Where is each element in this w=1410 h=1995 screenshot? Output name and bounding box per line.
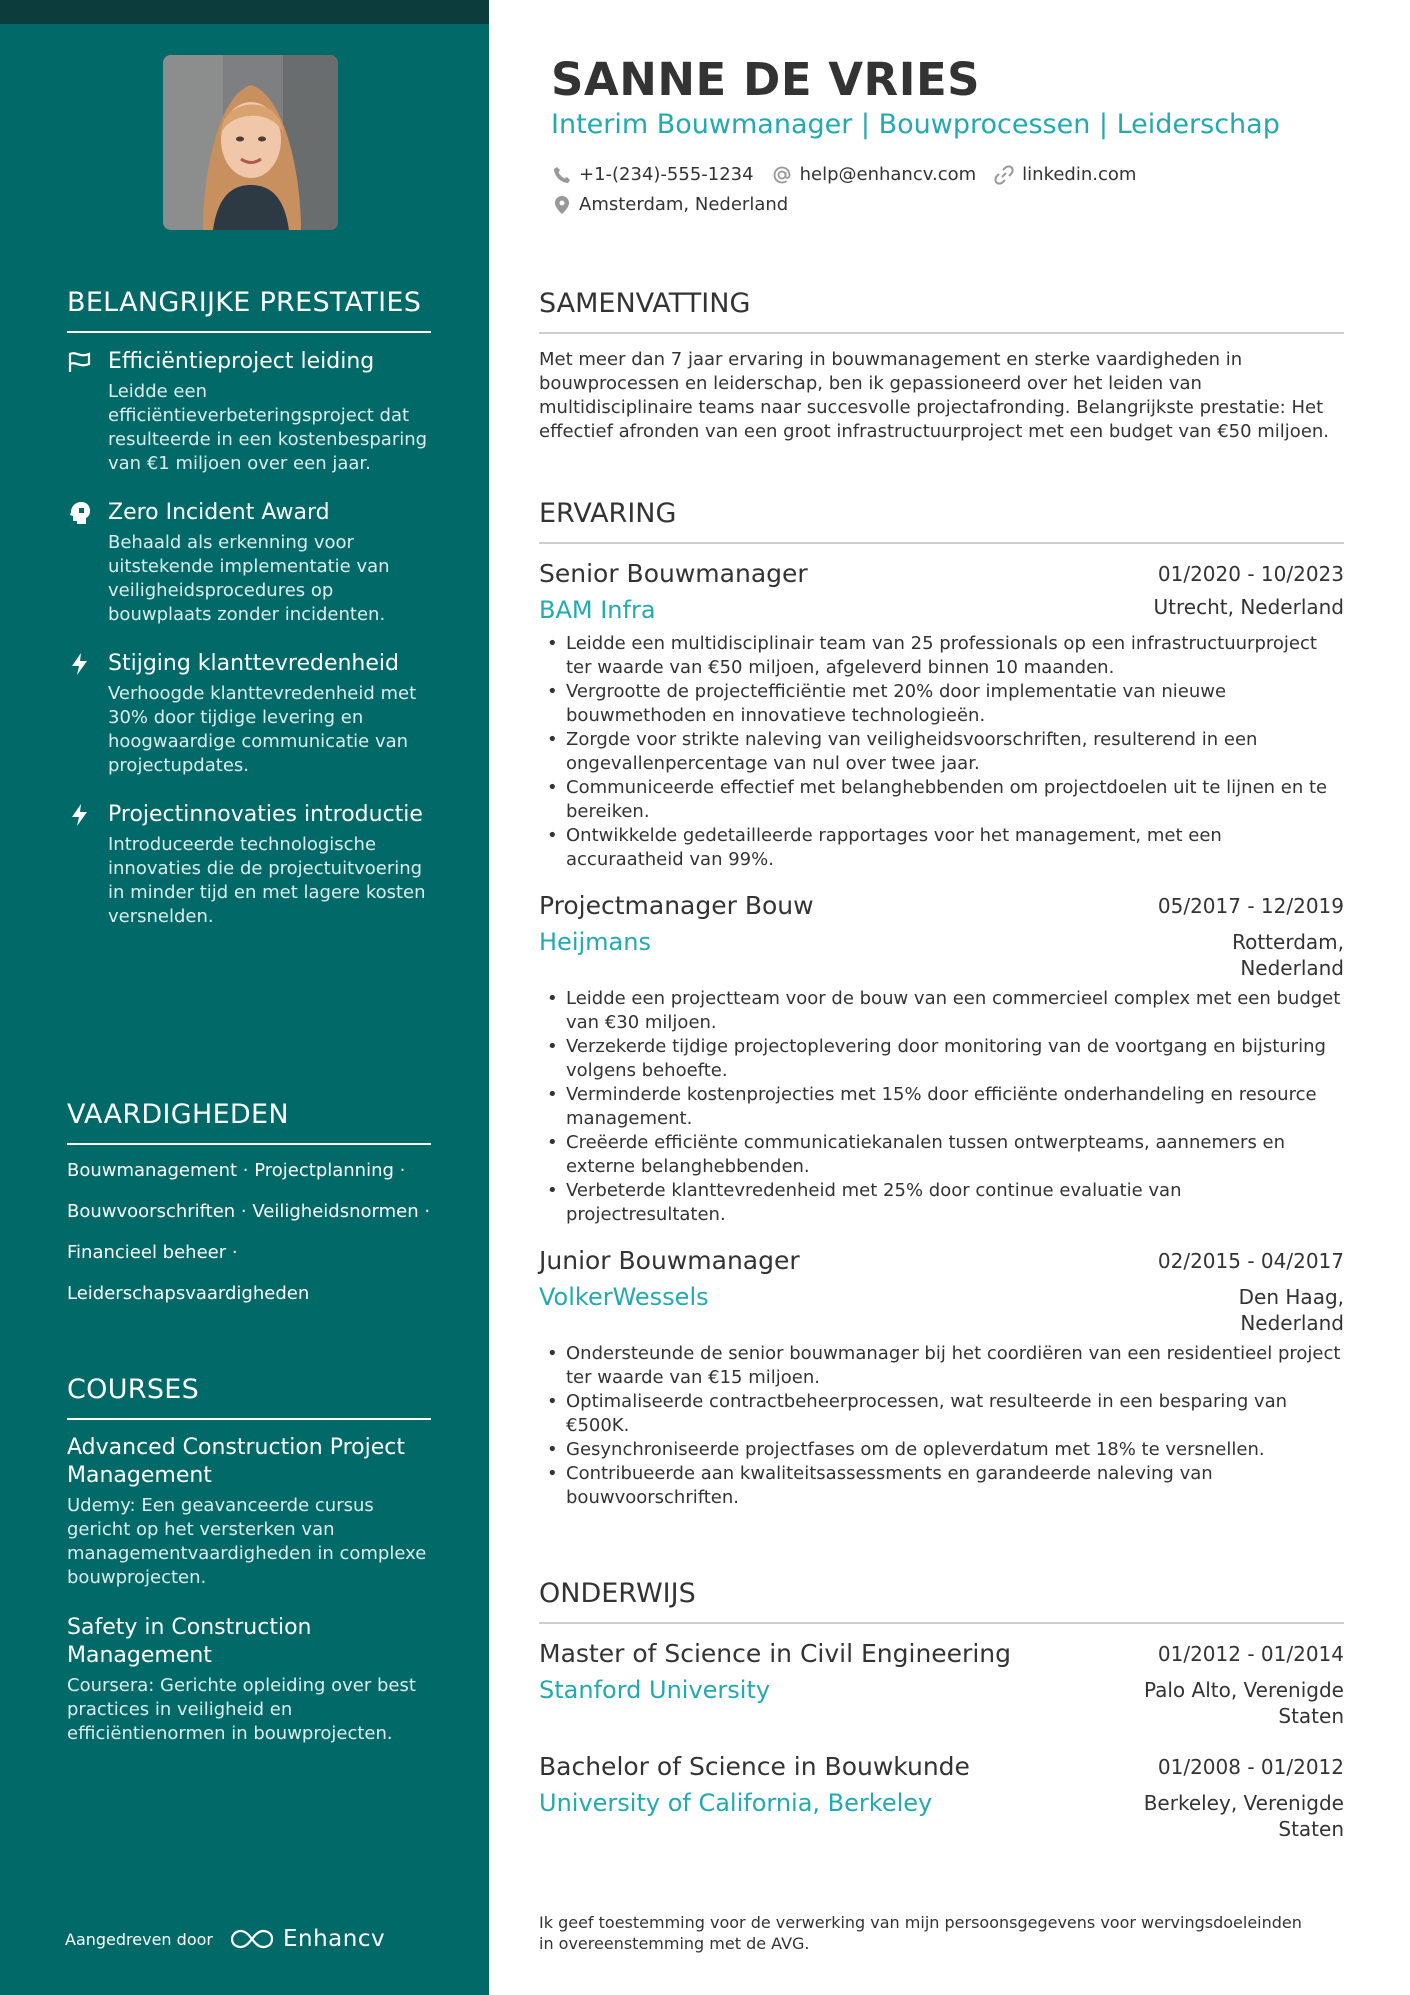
achievement-title: Projectinnovaties introductie <box>108 802 423 827</box>
job-bullet: • Gesynchroniseerde projectfases om de opleverdatum met 18% te versnellen. <box>539 1438 1344 1462</box>
contact-location <box>553 191 788 219</box>
course-item <box>67 1614 431 1746</box>
job-entry <box>539 558 1344 872</box>
job-bullet: • Ondersteunde de senior bouwmanager bij het coordiëren van een residentieel project ter waarde van €15 miljoen. <box>539 1342 1344 1390</box>
education-entry <box>539 1638 1344 1729</box>
achievements-title: BELANGRIJKE PRESTATIES <box>67 287 422 318</box>
contact-phone <box>553 161 754 189</box>
job-title: Junior Bouwmanager <box>539 1246 800 1275</box>
location-pin-icon <box>553 195 571 215</box>
achievement-description: Verhoogde klanttevredenheid met 30% door tijdige levering en hoogwaardige communicatie van projectupdates. <box>108 683 417 776</box>
job-date: 02/2015 - 04/2017 <box>1157 1249 1344 1273</box>
head-icon <box>67 501 93 525</box>
skills-line: Leiderschapsvaardigheden <box>67 1283 310 1304</box>
education-school: Stanford University <box>539 1676 771 1704</box>
bolt-icon <box>67 803 93 827</box>
job-bullet: • Zorgde voor strikte naleving van veiligheidsvoorschriften, resulterend in een ongevallenpercentage van nul over twee jaar. <box>539 728 1344 776</box>
job-date: 01/2020 - 10/2023 <box>1157 562 1344 586</box>
job-bullet: • Leidde een multidisciplinair team van 25 professionals op een infrastructuurproject ter waarde van €50 miljoen, afgeleverd binnen 10 maanden. <box>539 632 1344 680</box>
job-bullet: • Vergrootte de projectefficiëntie met 20% door implementatie van nieuwe bouwmethoden en innovatieve technologieën. <box>539 680 1344 728</box>
education-divider <box>539 1622 1344 1624</box>
profile-photo-illustration <box>163 55 338 230</box>
skills-divider <box>67 1143 431 1145</box>
achievement-description: Behaald als erkenning voor uitstekende implementatie van veiligheidsprocedures op bouwplaats zonder incidenten. <box>108 532 390 625</box>
powered-by <box>65 1926 385 1952</box>
job-company: VolkerWessels <box>539 1283 709 1311</box>
job-bullet: • Creëerde efficiënte communicatiekanalen tussen ontwerpteams, aannemers en externe belanghebbenden. <box>539 1131 1344 1179</box>
education-title: ONDERWIJS <box>539 1578 696 1609</box>
summary-title: SAMENVATTING <box>539 288 751 319</box>
link-icon <box>994 165 1014 185</box>
course-description: Udemy: Een geavanceerde cursus gericht op het versterken van managementvaardigheden in complexe bouwprojecten. <box>67 1495 427 1588</box>
education-location: Palo Alto, Verenigde Staten <box>1143 1678 1344 1728</box>
linkedin-text: linkedin.com <box>1022 164 1137 185</box>
bolt-icon <box>67 652 93 676</box>
job-bullet: • Verminderde kostenprojecties met 15% door efficiënte onderhandeling en resource management. <box>539 1083 1344 1131</box>
education-entry <box>539 1751 1344 1842</box>
summary-divider <box>539 332 1344 334</box>
achievement-description: Leidde een efficiëntieverbeteringsproject dat resulteerde in een kostenbesparing van €1 miljoen over een jaar. <box>108 381 428 474</box>
skills-line: Bouwmanagement · Projectplanning · <box>67 1160 406 1181</box>
achievement-item <box>67 649 431 778</box>
sidebar <box>0 0 489 1995</box>
summary-text: Met meer dan 7 jaar ervaring in bouwmanagement en sterke vaardigheden in bouwprocessen en leiderschap, ben ik gepassioneerd over het leiden van multidisciplinaire teams naar succesvolle projectafronding. Belangrijkste prestatie: Het effectief afronden van een groot infrastructuurproject met een budget van €50 miljoen. <box>539 349 1330 442</box>
consent-text: Ik geef toestemming voor de verwerking van mijn persoonsgegevens voor wervingsdoeleinden in overeenstemming met de AVG. <box>539 1913 1302 1953</box>
experience-title: ERVARING <box>539 498 677 529</box>
sidebar-top-bar <box>0 0 489 24</box>
education-degree: Bachelor of Science in Bouwkunde <box>539 1752 970 1781</box>
job-location: Rotterdam, Nederland <box>1232 930 1344 980</box>
powered-by-label: Aangedreven door <box>65 1929 213 1949</box>
location-text: Amsterdam, Nederland <box>579 194 789 215</box>
phone-icon <box>553 166 571 184</box>
courses-divider <box>67 1418 431 1420</box>
achievement-item <box>67 347 431 476</box>
achievements-section <box>67 284 431 951</box>
contact-linkedin <box>994 161 1136 189</box>
job-bullet: • Verzekerde tijdige projectoplevering door monitoring van de voortgang en bijsturing volgens behoefte. <box>539 1035 1344 1083</box>
job-title: Senior Bouwmanager <box>539 559 808 588</box>
achievement-title: Efficiëntieproject leiding <box>108 349 375 374</box>
skills-line: Financieel beheer · <box>67 1242 238 1263</box>
course-title: Safety in Construction Management <box>67 1615 312 1668</box>
job-bullet: • Verbeterde klanttevredenheid met 25% door continue evaluatie van projectresultaten. <box>539 1179 1344 1227</box>
education-date: 01/2008 - 01/2012 <box>1157 1755 1344 1779</box>
contact-email <box>772 161 977 189</box>
summary-section <box>539 286 1344 444</box>
skills-title: VAARDIGHEDEN <box>67 1099 289 1130</box>
powered-by-brand: Enhancv <box>282 1926 386 1952</box>
contact-info <box>553 160 1154 220</box>
skills-section <box>67 1096 431 1323</box>
job-company: BAM Infra <box>539 596 656 624</box>
candidate-name: SANNE DE VRIES <box>551 53 981 106</box>
achievement-item <box>67 800 431 929</box>
courses-section <box>67 1371 431 1770</box>
achievement-title: Zero Incident Award <box>108 500 330 525</box>
education-degree: Master of Science in Civil Engineering <box>539 1639 1011 1668</box>
at-icon <box>772 165 792 185</box>
education-school: University of California, Berkeley <box>539 1789 933 1817</box>
job-bullet: • Leidde een projectteam voor de bouw van een commercieel complex met een budget van €30 miljoen. <box>539 987 1344 1035</box>
job-company: Heijmans <box>539 928 651 956</box>
job-bullets <box>539 1342 1344 1510</box>
email-text: help@enhancv.com <box>799 164 977 185</box>
job-location: Utrecht, Nederland <box>1153 595 1344 619</box>
job-bullet: • Contribueerde aan kwaliteitsassessments en garandeerde naleving van bouwvoorschriften. <box>539 1462 1344 1510</box>
job-bullets <box>539 632 1344 872</box>
job-bullet: • Communiceerde effectief met belanghebbenden om projectdoelen uit te lijnen en te bereiken. <box>539 776 1344 824</box>
education-section <box>539 1576 1344 1860</box>
achievements-divider <box>67 331 431 333</box>
enhancv-logo-icon <box>229 1927 275 1951</box>
experience-divider <box>539 542 1344 544</box>
flag-icon <box>67 350 93 374</box>
education-location: Berkeley, Verenigde Staten <box>1143 1791 1344 1841</box>
job-entry <box>539 1245 1344 1510</box>
course-item <box>67 1434 431 1590</box>
candidate-headline: Interim Bouwmanager | Bouwprocessen | Leiderschap <box>551 109 1280 140</box>
course-description: Coursera: Gerichte opleiding over best practices in veiligheid en efficiëntienormen in bouwprojecten. <box>67 1675 416 1744</box>
achievement-title: Stijging klanttevredenheid <box>108 651 399 676</box>
achievement-item <box>67 498 431 627</box>
education-date: 01/2012 - 01/2014 <box>1157 1642 1344 1666</box>
job-entry <box>539 890 1344 1227</box>
job-title: Projectmanager Bouw <box>539 891 814 920</box>
skills-line: Bouwvoorschriften · Veiligheidsnormen · <box>67 1201 431 1222</box>
job-bullets <box>539 987 1344 1227</box>
job-location: Den Haag, Nederland <box>1238 1285 1344 1335</box>
courses-title: COURSES <box>67 1374 200 1405</box>
experience-section <box>539 496 1344 1528</box>
achievement-description: Introduceerde technologische innovaties die de projectuitvoering in minder tijd en met lagere kosten versnelden. <box>108 834 426 927</box>
course-title: Advanced Construction Project Management <box>67 1435 406 1488</box>
job-bullet: • Ontwikkelde gedetailleerde rapportages voor het management, met een accuraatheid van 99%. <box>539 824 1344 872</box>
phone-text: +1-(234)-555-1234 <box>579 164 754 185</box>
job-bullet: • Optimaliseerde contractbeheerprocessen, wat resulteerde in een besparing van €500K. <box>539 1390 1344 1438</box>
profile-photo <box>163 55 338 230</box>
job-date: 05/2017 - 12/2019 <box>1157 894 1344 918</box>
